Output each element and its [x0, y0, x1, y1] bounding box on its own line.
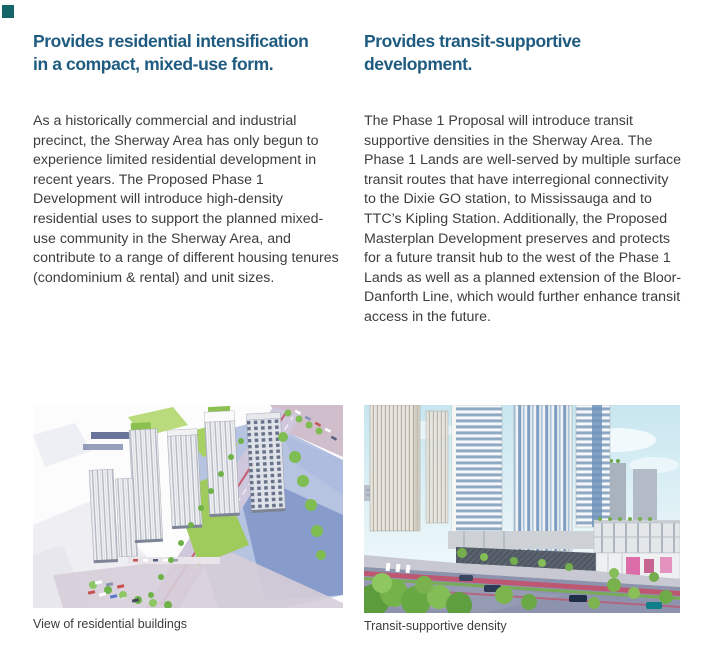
- right-heading-line2: development.: [364, 54, 473, 74]
- residential-figure: [33, 405, 343, 631]
- left-column: [33, 30, 345, 288]
- transit-density-illustration: [364, 405, 680, 613]
- left-heading: [33, 30, 345, 76]
- aerial-residential-illustration: [33, 405, 343, 608]
- residential-figure-caption: View of residential buildings: [33, 617, 188, 631]
- aerial-podium-cars: [128, 557, 220, 564]
- right-heading: [364, 30, 682, 76]
- left-heading-line2: in a compact, mixed-use form.: [33, 54, 274, 74]
- page-corner-accent: [2, 5, 14, 18]
- left-heading-line1: Provides residential intensification: [33, 31, 309, 51]
- left-body-paragraph: As a historically commercial and industrial precinct, the Sherway Area has only begun to experience limited residential development in recent years. The Proposed Phase 1 Development will introduce high-density residential uses to support the planned mixed-use community in the Sherway Area, and contribute to a range of different housing tenures (condominium & rental) and unit sizes.: [33, 113, 339, 286]
- right-body-paragraph: The Phase 1 Proposal will introduce transit supportive densities in the Sherway Area. The Phase 1 Lands are well-served by multiple surface transit routes that have interregional connectivity to the Dixie GO station, to Mississauga and to TTC’s Kipling Station. Additionally, the Proposed Masterplan Development preserves and protects for a future transit hub to the west of the Phase 1 Lands as well as a planned extension of the Bloor-Danforth Line, which would further enhance transit access in the future.: [364, 113, 682, 325]
- transit-figure: [364, 405, 680, 633]
- right-heading-line1: Provides transit-supportive: [364, 31, 581, 51]
- right-column: [364, 30, 682, 328]
- transit-figure-caption: Transit-supportive density: [364, 619, 507, 633]
